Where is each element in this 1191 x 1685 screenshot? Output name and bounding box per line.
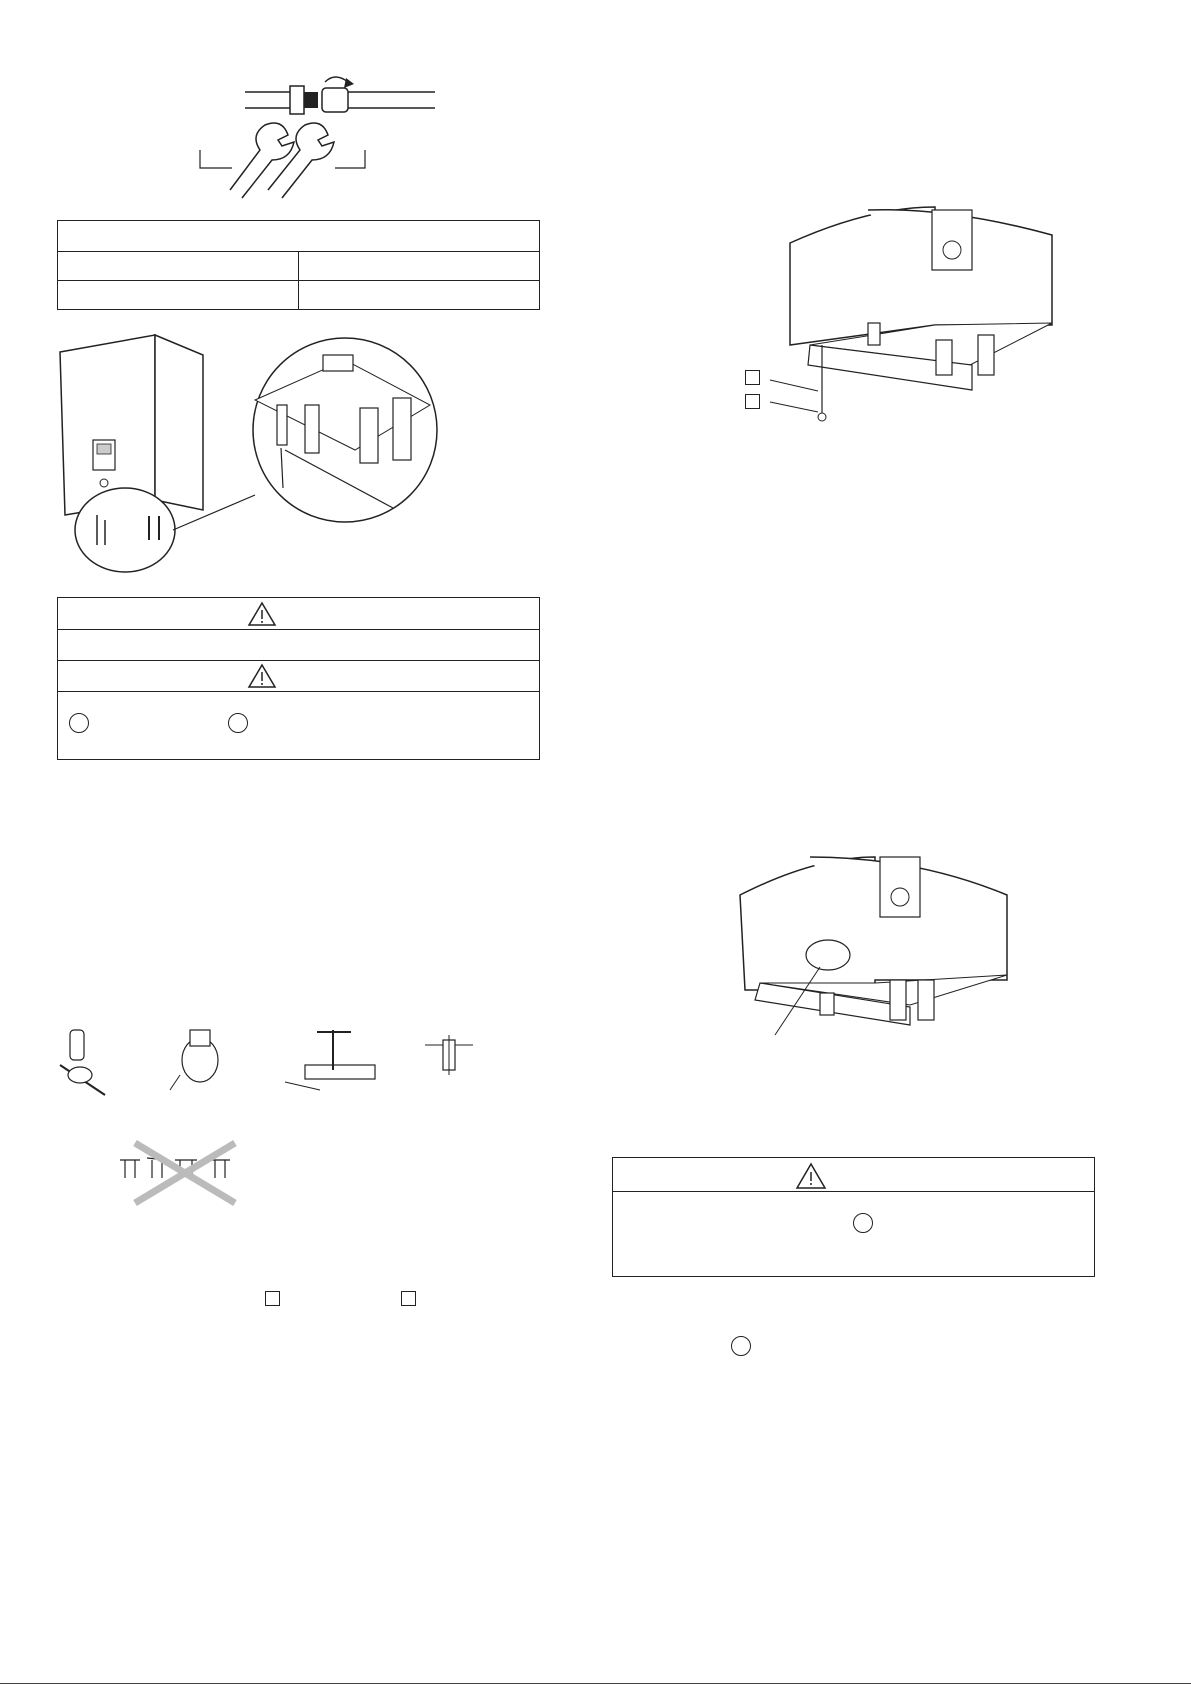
warning-triangle-icon [247, 601, 277, 627]
page-bottom-rule [0, 1683, 1191, 1684]
checkbox-marker [401, 1291, 416, 1306]
torque-table [57, 220, 540, 310]
pipe-cutter-icon [60, 1030, 105, 1095]
reamer-icon [170, 1030, 218, 1090]
warning-triangle-icon [795, 1162, 827, 1190]
circle-marker [69, 713, 89, 733]
marker-square-2 [745, 394, 760, 409]
warning-box-right [612, 1157, 1095, 1277]
warning-triangle-icon [247, 663, 277, 689]
unit-bottom-circled-detail-icon [735, 855, 1015, 1045]
checkbox-marker [265, 1291, 280, 1306]
flare-tools-figure [55, 1020, 515, 1110]
circle-marker [731, 1336, 751, 1356]
flaring-tool-icon [285, 1030, 375, 1090]
circle-marker [228, 713, 248, 733]
pointer-lines [765, 375, 825, 415]
warning-box-left [57, 597, 540, 760]
circle-marker [853, 1213, 873, 1233]
wall-unit-pipe-connection-icon [55, 330, 445, 570]
flare-dimension-icon [425, 1035, 473, 1075]
marker-square-1 [745, 370, 760, 385]
double-wrench-flare-nut-icon [190, 80, 450, 200]
crossed-out-flares-icon [115, 1138, 255, 1208]
